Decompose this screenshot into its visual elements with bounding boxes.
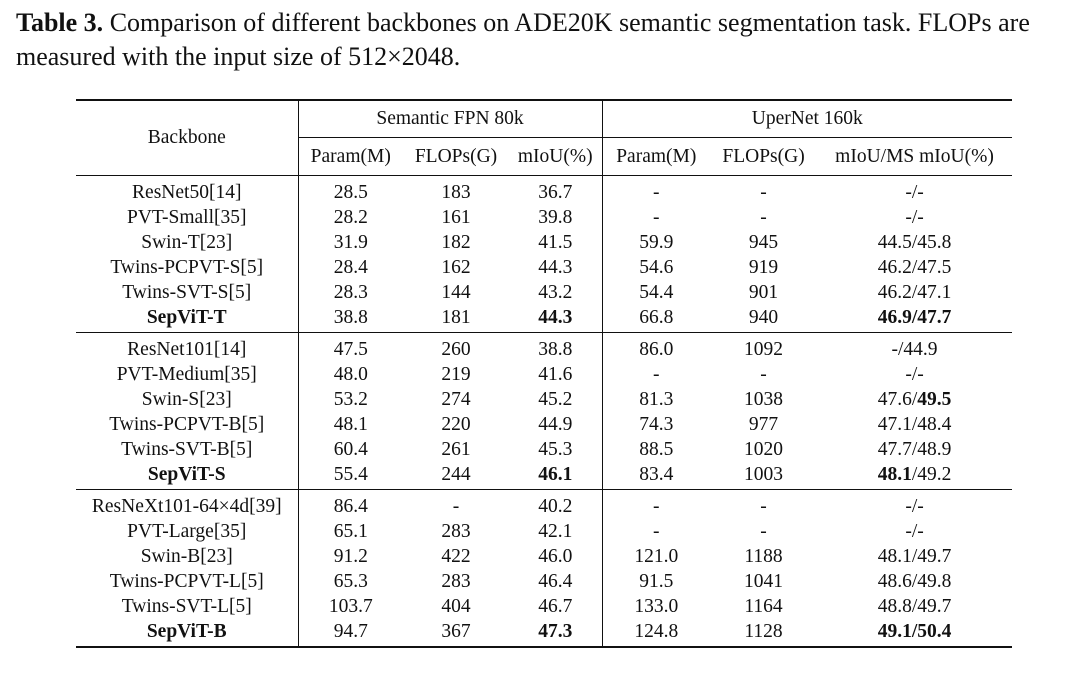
miou-separator: / [911,596,918,617]
fpn-miou-cell: 45.3 [538,439,573,460]
upernet-miou-cell [817,519,1012,544]
upernet-miou-cell [817,462,1012,490]
upernet-miou-single: 44.5 [877,232,912,253]
miou-separator: / [911,546,918,567]
fpn-flops-cell: 244 [441,464,471,485]
fpn-flops-cell: 260 [403,333,509,363]
fpn-param-cell: 94.7 [298,619,403,647]
row-group [76,490,1012,648]
fpn-param-cell: 31.9 [298,230,403,255]
upernet-miou-multiscale: 49.8 [917,571,952,592]
miou-separator: / [911,621,918,642]
upernet-flops-cell: 919 [748,257,779,278]
upernet-miou-single: - [905,182,912,203]
upernet-flops-cell: 940 [748,307,779,328]
fpn-flops-cell: 404 [441,596,471,617]
upernet-param-cell: - [602,176,710,206]
upernet-flops-cell: 1188 [744,546,783,567]
table-row [76,490,1012,520]
upernet-param-cell: - [602,362,710,387]
upernet-miou-single: 47.6 [877,389,912,410]
fpn-flops-cell: 220 [441,414,471,435]
miou-separator: / [911,571,918,592]
subheader-fpn-flops: FLOPs(G) [403,138,509,176]
upernet-param-cell: - [602,519,710,544]
fpn-miou-cell: 44.9 [538,414,573,435]
fpn-flops-cell: 162 [441,257,471,278]
subheader-upernet-param: Param(M) [602,138,710,176]
backbone-cell: ResNeXt101-64×4d[39] [76,490,298,520]
backbone-cell: PVT-Small[35] [126,207,247,228]
miou-separator: / [911,414,918,435]
upernet-flops-cell: 945 [748,232,779,253]
table-row [76,462,1012,490]
upernet-param-cell: 83.4 [602,462,710,490]
upernet-miou-multiscale: 47.5 [917,257,952,278]
upernet-miou-multiscale: 49.7 [917,546,952,567]
upernet-miou-cell [817,437,1012,462]
fpn-flops-cell: 283 [441,571,471,592]
upernet-flops-cell: 1128 [710,619,817,647]
upernet-miou-cell [817,619,1012,647]
fpn-miou-cell: 38.8 [509,333,602,363]
backbone-cell: Twins-SVT-S[5] [122,282,252,303]
miou-separator: / [911,364,918,385]
fpn-flops-cell: 274 [441,389,471,410]
fpn-flops-cell: 183 [403,176,509,206]
upernet-miou-cell [817,544,1012,569]
upernet-flops-cell: 1020 [744,439,784,460]
backbone-cell: Swin-S[23] [141,389,232,410]
upernet-miou-single: - [891,339,898,360]
upernet-flops-cell: 1038 [744,389,784,410]
fpn-miou-cell: 42.1 [538,521,573,542]
group-header-semantic-fpn: Semantic FPN 80k [298,100,602,138]
upernet-param-cell: 86.0 [602,333,710,363]
miou-separator: / [911,182,918,203]
upernet-miou-multiscale: - [917,207,924,228]
fpn-flops-cell: 219 [441,364,471,385]
table-row [76,176,1012,206]
upernet-param-cell: 121.0 [602,544,710,569]
fpn-param-cell: 28.5 [298,176,403,206]
miou-separator: / [911,521,918,542]
backbone-header: Backbone [147,127,226,148]
upernet-miou-cell [817,490,1012,520]
fpn-param-cell: 86.4 [298,490,403,520]
subheader-upernet-miou: mIoU/MS mIoU(%) [817,138,1012,176]
backbone-cell: ResNet101[14] [76,333,298,363]
upernet-miou-multiscale: 44.9 [903,339,938,360]
fpn-param-cell: 48.1 [298,412,403,437]
upernet-miou-single: 46.9 [877,307,912,328]
upernet-miou-multiscale: - [917,364,924,385]
upernet-miou-cell [817,280,1012,305]
table-row [76,412,1012,437]
upernet-miou-cell [817,387,1012,412]
fpn-param-cell: 53.2 [298,387,403,412]
miou-separator: / [911,282,918,303]
upernet-param-cell: 74.3 [602,412,710,437]
table-row [76,519,1012,544]
backbone-cell: Twins-PCPVT-L[5] [109,571,264,592]
backbone-cell: SepViT-B [76,619,298,647]
backbone-cell: Twins-SVT-L[5] [121,596,252,617]
fpn-miou-cell: 36.7 [509,176,602,206]
backbone-cell: Twins-PCPVT-S[5] [110,257,264,278]
upernet-flops-cell: - [760,521,767,542]
fpn-flops-cell: 161 [441,207,471,228]
upernet-flops-cell: - [760,364,767,385]
fpn-miou-cell: 46.0 [538,546,573,567]
backbone-cell: SepViT-S [147,464,226,485]
upernet-param-cell: - [602,490,710,520]
table-row [76,255,1012,280]
upernet-param-cell: 59.9 [602,230,710,255]
upernet-miou-single: 48.1 [877,546,912,567]
upernet-flops-cell: 1003 [744,464,784,485]
upernet-miou-multiscale: 49.2 [917,464,952,485]
row-group [76,333,1012,490]
fpn-param-cell: 38.8 [298,305,403,333]
fpn-miou-cell: 45.2 [538,389,573,410]
fpn-miou-cell: 46.4 [538,571,573,592]
upernet-param-cell: 91.5 [602,569,710,594]
subheader-fpn-miou: mIoU(%) [509,138,602,176]
upernet-miou-cell [817,333,1012,363]
upernet-miou-single: 47.7 [877,439,912,460]
fpn-flops-cell: - [403,490,509,520]
upernet-param-cell: 124.8 [602,619,710,647]
upernet-flops-cell: 1092 [710,333,817,363]
subheader-fpn-param: Param(M) [298,138,403,176]
fpn-flops-cell: 422 [441,546,471,567]
results-table [76,99,1012,648]
upernet-param-cell: 88.5 [602,437,710,462]
backbone-cell: ResNet50[14] [76,176,298,206]
fpn-param-cell: 48.0 [298,362,403,387]
backbone-cell: Swin-B[23] [140,546,233,567]
backbone-cell: Twins-SVT-B[5] [121,439,253,460]
fpn-miou-cell: 41.6 [538,364,573,385]
fpn-param-cell: 60.4 [298,437,403,462]
upernet-miou-multiscale: 47.7 [917,307,952,328]
fpn-flops-cell: 283 [441,521,471,542]
fpn-param-cell: 47.5 [298,333,403,363]
group-header-upernet: UperNet 160k [602,100,1012,138]
upernet-miou-single: 48.1 [877,464,912,485]
row-group [76,176,1012,333]
upernet-flops-cell: 1164 [744,596,783,617]
upernet-miou-multiscale: - [917,521,924,542]
table-row [76,619,1012,647]
upernet-miou-cell [817,412,1012,437]
upernet-miou-cell [817,205,1012,230]
fpn-param-cell: 28.3 [298,280,403,305]
backbone-cell: PVT-Large[35] [127,521,247,542]
fpn-miou-cell: 46.7 [538,596,573,617]
upernet-miou-single: 49.1 [877,621,912,642]
upernet-miou-multiscale: 48.9 [917,439,952,460]
upernet-miou-multiscale: 49.5 [917,389,952,410]
table-caption-label: Table 3. [16,8,104,37]
table-row [76,205,1012,230]
fpn-miou-cell: 40.2 [509,490,602,520]
table-row [76,305,1012,333]
fpn-miou-cell: 39.8 [538,207,573,228]
upernet-flops-cell: - [710,176,817,206]
table-row [76,544,1012,569]
fpn-miou-cell: 41.5 [538,232,573,253]
fpn-miou-cell: 47.3 [509,619,602,647]
miou-separator: / [911,207,918,228]
fpn-miou-cell: 43.2 [538,282,573,303]
upernet-miou-multiscale: 49.7 [917,596,952,617]
table-row [76,437,1012,462]
upernet-miou-multiscale: 45.8 [917,232,952,253]
upernet-miou-cell [817,569,1012,594]
upernet-param-cell: 54.4 [602,280,710,305]
upernet-miou-single: - [905,364,912,385]
fpn-param-cell: 65.3 [298,569,403,594]
upernet-miou-multiscale: 48.4 [917,414,952,435]
backbone-cell: Twins-PCPVT-B[5] [109,414,265,435]
fpn-flops-cell: 182 [441,232,471,253]
table-row [76,333,1012,363]
fpn-param-cell: 28.2 [298,205,403,230]
upernet-miou-cell [817,230,1012,255]
upernet-miou-single: 48.8 [877,596,912,617]
fpn-flops-cell: 181 [441,307,471,328]
upernet-miou-cell [817,594,1012,619]
miou-separator: / [911,232,918,253]
fpn-flops-cell: 261 [441,439,471,460]
fpn-param-cell: 55.4 [298,462,403,490]
upernet-miou-single: 48.6 [877,571,912,592]
fpn-miou-cell: 44.3 [538,257,573,278]
fpn-flops-cell: 144 [441,282,471,303]
fpn-param-cell: 65.1 [298,519,403,544]
table-row [76,387,1012,412]
table-row [76,569,1012,594]
fpn-miou-cell: 46.1 [538,464,573,485]
miou-separator: / [911,389,918,410]
upernet-flops-cell: - [710,490,817,520]
miou-separator: / [911,496,918,517]
table-caption [16,6,1066,74]
miou-separator: / [911,439,918,460]
upernet-miou-cell [817,305,1012,333]
subheader-upernet-flops: FLOPs(G) [710,138,817,176]
fpn-param-cell: 103.7 [298,594,403,619]
miou-separator: / [911,307,918,328]
upernet-miou-multiscale: 50.4 [917,621,952,642]
upernet-miou-single: - [905,496,912,517]
table-row [76,594,1012,619]
upernet-miou-cell [817,176,1012,206]
upernet-miou-single: 46.2 [877,257,912,278]
upernet-miou-single: 47.1 [877,414,912,435]
backbone-cell: SepViT-T [146,307,227,328]
miou-separator: / [898,339,904,360]
upernet-miou-multiscale: - [917,496,924,517]
upernet-param-cell: 81.3 [602,387,710,412]
upernet-param-cell: 66.8 [602,305,710,333]
upernet-miou-single: 46.2 [877,282,912,303]
table-row [76,230,1012,255]
upernet-flops-cell: 901 [748,282,779,303]
table-row [76,280,1012,305]
upernet-flops-cell: - [760,207,767,228]
backbone-cell: PVT-Medium[35] [116,364,257,385]
upernet-miou-cell [817,362,1012,387]
fpn-flops-cell: 367 [403,619,509,647]
upernet-flops-cell: 977 [748,414,779,435]
upernet-param-cell: - [602,205,710,230]
fpn-param-cell: 91.2 [298,544,403,569]
fpn-param-cell: 28.4 [298,255,403,280]
upernet-miou-multiscale: - [917,182,924,203]
table-row [76,362,1012,387]
upernet-miou-single: - [905,207,912,228]
upernet-miou-single: - [905,521,912,542]
upernet-param-cell: 54.6 [602,255,710,280]
fpn-miou-cell: 44.3 [538,307,573,328]
upernet-miou-cell [817,255,1012,280]
upernet-miou-multiscale: 47.1 [917,282,952,303]
upernet-param-cell: 133.0 [602,594,710,619]
backbone-cell: Swin-T[23] [141,232,233,253]
miou-separator: / [911,464,918,485]
upernet-flops-cell: 1041 [744,571,784,592]
miou-separator: / [911,257,918,278]
table-caption-text: Comparison of different backbones on ADE20K semantic segmentation task. FLOPs are measured with the input size of 512×2048. [16,8,1030,71]
